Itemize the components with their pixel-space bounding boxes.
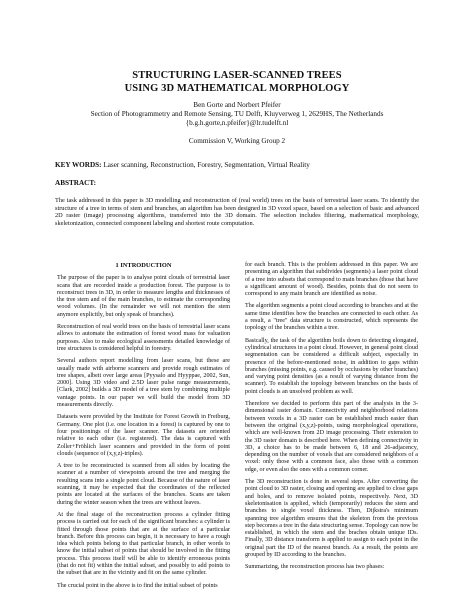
abstract-text: The task addressed in this paper is 3D modelling and reconstruction of (real world) trees on the basis of terrestrial laser scans. To identify the structure of a tree in terms of stem and branches, an algorithm has been designed in 3D voxel space, based on a selection of basic and advanced 2D raster (image) processing algorithms, transferred into the 3D domain. The selection includes filtering, mathematical morphology, skeletonization, connected component labeling and shortest route computation.	[55, 197, 419, 228]
paragraph: The crucial point in the above is to find the initial subset of points	[57, 582, 218, 589]
left-column	[57, 262, 230, 595]
affiliation: Section of Photogrammetry and Remote Sensing, TU Delft, Kluyverweg 1, 2629HS, The Netherlands	[90, 110, 384, 118]
paragraph: Datasets were provided by the Institute for Forest Growth in Freiburg, Germany. One plot (i.e. one location in a forest) is captured by one to four positionings of the laser scanner. The datasets are oriented relative to each other (i.e. registered). The data is captured with Zoller+Fröhlich laser scanners and provided in the form of point clouds (sequence of (x,y,z)-triples).	[57, 414, 230, 457]
keywords-label: KEY WORDS:	[55, 161, 102, 169]
paragraph: Summarizing, the reconstruction process has two phases:	[245, 564, 385, 571]
paragraph: Basically, the task of the algorithm boils down to detecting elongated, cylindrical structures in a point cloud. However, in general point cloud segmentation can be considered a difficult subject, especially in presence of the before-mentioned noise, in addition to gaps within branches (missing points, e.g. caused by occlusions by other branches) and varying point densities (as a result of varying distance from the scanner). To establish the topology between branches on the basis of point clouds is an unsolved problem as well.	[245, 337, 418, 395]
paper-title-line-2: USING 3D MATHEMATICAL MORPHOLOGY	[124, 83, 350, 94]
right-column	[245, 262, 418, 577]
paragraph: The 3D reconstruction is done in several steps. After converting the point cloud to 3D raster, closing and opening are applied to close gaps and holes, and to remove isolated points, respectively. Next, 3D skeletonisation is applied, which (temporarily) reduces the stem and branches to single voxel thickness. Then, Dijkstra's minimum spanning tree algorithm ensures that the skeleton from the previous step becomes a tree in the data structuring sense. Topology can now be established, in which the stem and the braches obtain unique IDs. Finally, 3D distance transform is applied to assign to each point in the original part the ID of the nearest branch. As a result, the points are grouped by ID according to the branches.	[245, 479, 418, 558]
authors: Ben Gorte and Norbert Pfeifer	[193, 101, 281, 109]
commission: Commission V, Working Group 2	[188, 137, 286, 145]
paragraph: The purpose of the paper is to analyse point clouds of terrestrial laser scans that are recorded inside a production forest. The purpose is to reconstruct trees in 3D, in order to measure lengths and thicknesses of the tree stem and of the main branches, to estimate the corresponding wood volumes. (In the remainder we will not mention the stem anymore explicitly, but only speak of branches).	[57, 275, 230, 318]
keywords-text: Laser scanning, Reconstruction, Forestry, Segmentation, Virtual Reality	[103, 161, 310, 169]
paragraph: Reconstruction of real world trees on the basis of terrestrial laser scans allows to automate the estimation of forest wood mass for valuation purposes. Also to make ecological assessments detailed knowledge of tree structures is considered helpful in forestry.	[57, 324, 230, 352]
paragraph: Therefore we decided to perform this part of the analysis in the 3-dimensional raster domain. Connectivity and neighborhood relations between voxels in a 3D raster can be established much easier than between the original (x,y,z)-points, using morphological operations, which are well-known from 2D image processing. Their extension to the 3D raster domain is described here. When defining connectivity in 3D, a choice has to be made between 6, 18 and 26-adjacency, depending on the number of voxels that are considered neighbors of a voxel: only those with a common face, also those with a common edge, or even also the ones with a common corner.	[245, 401, 418, 473]
section-heading-introduction: 1 INTRODUCTION	[115, 262, 172, 269]
paper-title-line-1: STRUCTURING LASER-SCANNED TREES	[132, 70, 342, 81]
keywords-line	[55, 161, 425, 170]
paragraph: A tree to be reconstructed is scanned from all sides by locating the scanner at a number of viewpoints around the tree and merging the resulting scans into a single point cloud. Because of the nature of laser scanning, it may be expected that the coordinates of the reflected points are located at the surfaces of the branches. Scans are taken during the winter season when the trees are without leaves.	[57, 463, 230, 506]
paragraph: The algorithm segments a point cloud according to branches and at the same time identifies how the branches are connected to each other. As a result, a "tree" data structure is constructed, which represents the topology of the branches within a tree.	[245, 303, 418, 332]
paragraph: for each branch. This is the problem addressed in this paper. We are presenting an algorithm that subdivides (segments) a laser point cloud of a tree into subsets that correspond to main branches (those that have a significant amount of wood). Besides, points that do not seem to correspond to any main branch are identified as noise.	[245, 262, 418, 298]
abstract-heading: ABSTRACT:	[55, 179, 97, 187]
paragraph: At the final stage of the reconstruction process a cylinder fitting process is carried out for each of the significant branches: a cylinder is fitted through those points that are at the surface of a particular branch. Before this process can begin, it is necessary to have a rough idea which points belong to that particular branch, in other words to know the initial subset of points that should be involved in the fitting process. This process itself will be able to identify erroneous points (that do not fit) within the initial subset, and possibly to add points to the subset that are in the vicinity and fit on the same cylinder.	[57, 511, 230, 577]
email-addresses: {b.g.h.gorte,n.pfeifer}@lr.tudelft.nl	[185, 119, 289, 127]
paragraph: Several authors report modelling from laser scans, but these are usually made with airborne scanners and provide rough estimates of tree shapes, albeit over large areas [Pyysalo and Hyyppae, 2002, Sun, 2000]. Using 3D video and 2.5D laser pulse range measurements, [Clark, 2002] builds a 3D model of a tree stem by combining multiple vantage points. In our paper we will build the model from 3D measurements directly.	[57, 358, 230, 409]
